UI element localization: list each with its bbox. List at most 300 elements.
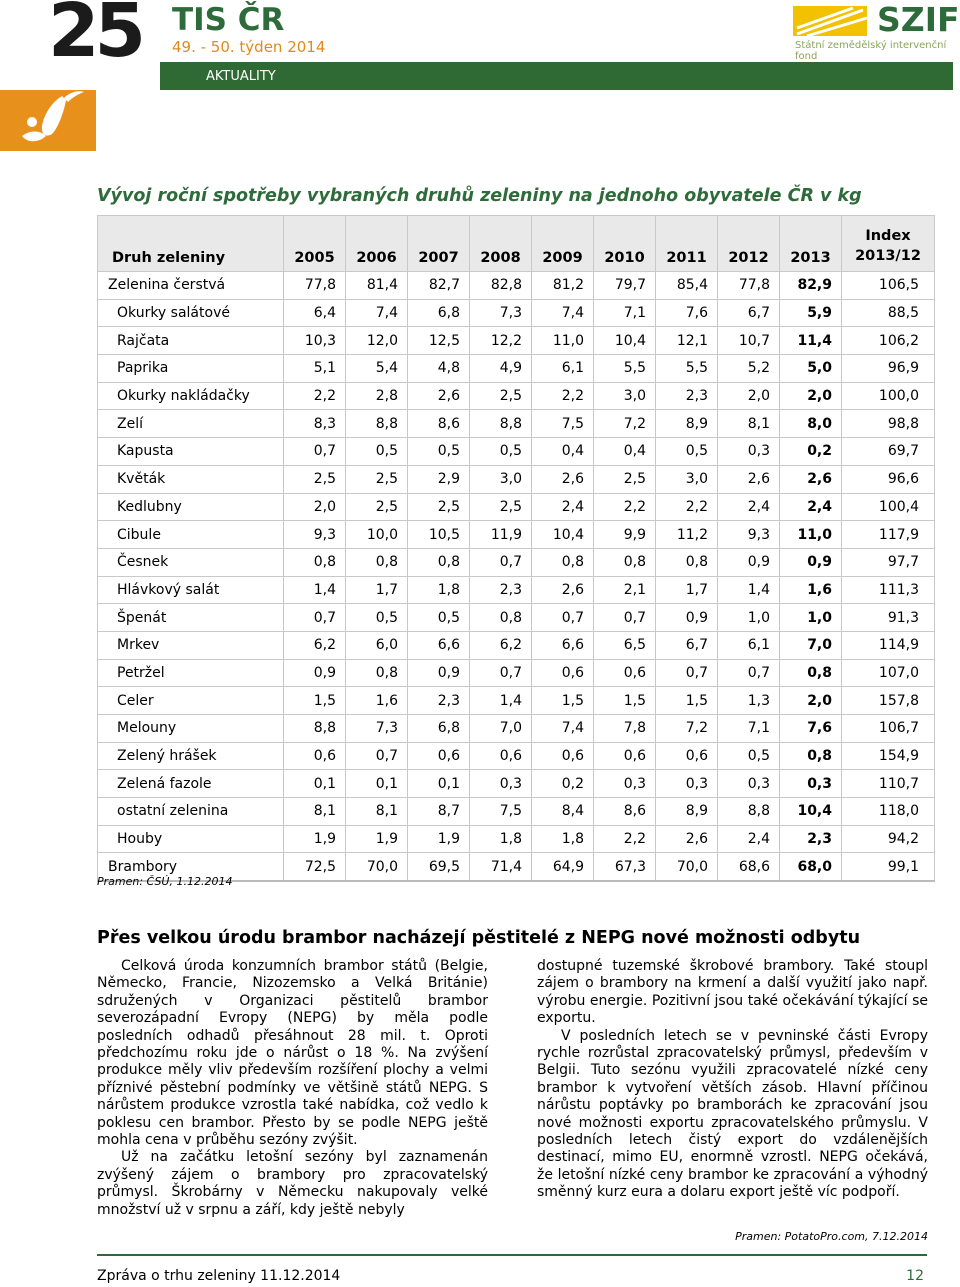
cell-value: 1,7 xyxy=(656,576,718,604)
cell-value: 12,2 xyxy=(470,327,532,355)
issue-number: 25 xyxy=(48,0,141,74)
cell-value: 2,4 xyxy=(780,493,842,521)
cell-value: 77,8 xyxy=(284,272,346,300)
cell-value: 0,5 xyxy=(718,742,780,770)
cell-value: 0,7 xyxy=(284,438,346,466)
cell-value: 2,9 xyxy=(408,465,470,493)
cell-value: 0,5 xyxy=(408,604,470,632)
cell-value: 10,4 xyxy=(532,521,594,549)
header-index-label: Index xyxy=(865,228,911,244)
table-row xyxy=(98,410,935,438)
cell-value: 0,5 xyxy=(346,604,408,632)
header-year: 2005 xyxy=(284,216,346,272)
cell-value: 1,0 xyxy=(780,604,842,632)
cell-value: 8,9 xyxy=(656,798,718,826)
cell-value: 9,3 xyxy=(284,521,346,549)
row-name: Brambory xyxy=(98,853,284,881)
table-row xyxy=(98,770,935,798)
cell-value: 0,3 xyxy=(718,770,780,798)
table-source: Pramen: ČSÚ, 1.12.2014 xyxy=(97,875,233,888)
cell-value: 0,6 xyxy=(532,742,594,770)
cell-value: 77,8 xyxy=(718,272,780,300)
cell-value: 2,1 xyxy=(594,576,656,604)
cell-value: 7,3 xyxy=(346,715,408,743)
cell-value: 70,0 xyxy=(346,853,408,881)
cell-index: 110,7 xyxy=(842,770,935,798)
cell-value: 7,4 xyxy=(346,299,408,327)
cell-value: 12,1 xyxy=(656,327,718,355)
cell-value: 82,8 xyxy=(470,272,532,300)
article-column-left xyxy=(97,958,488,1219)
cell-value: 8,6 xyxy=(408,410,470,438)
row-name: Petržel xyxy=(98,659,284,687)
row-name: Česnek xyxy=(98,548,284,576)
cell-value: 4,9 xyxy=(470,355,532,383)
cell-value: 2,3 xyxy=(470,576,532,604)
cell-value: 0,6 xyxy=(594,659,656,687)
cell-value: 0,8 xyxy=(532,548,594,576)
cell-value: 2,5 xyxy=(284,465,346,493)
cell-value: 6,4 xyxy=(284,299,346,327)
table-row xyxy=(98,521,935,549)
cell-value: 8,8 xyxy=(718,798,780,826)
cell-value: 68,0 xyxy=(780,853,842,881)
cell-value: 2,0 xyxy=(780,687,842,715)
cell-value: 7,6 xyxy=(656,299,718,327)
cell-value: 10,5 xyxy=(408,521,470,549)
cell-value: 0,7 xyxy=(470,659,532,687)
cell-value: 8,0 xyxy=(780,410,842,438)
table-row xyxy=(98,355,935,383)
cell-value: 1,9 xyxy=(284,825,346,853)
cell-value: 3,0 xyxy=(470,465,532,493)
table-row xyxy=(98,548,935,576)
cell-value: 2,5 xyxy=(594,465,656,493)
table-row xyxy=(98,798,935,826)
row-name: Kedlubny xyxy=(98,493,284,521)
cell-value: 2,0 xyxy=(718,382,780,410)
cell-value: 8,8 xyxy=(346,410,408,438)
cell-value: 71,4 xyxy=(470,853,532,881)
row-name: Cibule xyxy=(98,521,284,549)
cell-value: 0,7 xyxy=(594,604,656,632)
cell-value: 3,0 xyxy=(594,382,656,410)
cell-index: 106,5 xyxy=(842,272,935,300)
row-name: Rajčata xyxy=(98,327,284,355)
cell-value: 5,4 xyxy=(346,355,408,383)
row-name: Melouny xyxy=(98,715,284,743)
cell-index: 154,9 xyxy=(842,742,935,770)
table-row xyxy=(98,382,935,410)
cell-value: 6,1 xyxy=(532,355,594,383)
cell-value: 8,3 xyxy=(284,410,346,438)
cell-value: 0,8 xyxy=(780,659,842,687)
cell-value: 1,8 xyxy=(532,825,594,853)
cell-value: 1,5 xyxy=(656,687,718,715)
row-name: Špenát xyxy=(98,604,284,632)
cell-value: 0,8 xyxy=(346,659,408,687)
consumption-table xyxy=(97,215,935,882)
cell-value: 82,7 xyxy=(408,272,470,300)
table-row xyxy=(98,465,935,493)
header-year: 2011 xyxy=(656,216,718,272)
cell-value: 0,1 xyxy=(284,770,346,798)
cell-index: 99,1 xyxy=(842,853,935,881)
table-row xyxy=(98,272,935,300)
cell-index: 100,4 xyxy=(842,493,935,521)
cell-value: 6,2 xyxy=(470,631,532,659)
week-label: 49. - 50. týden 2014 xyxy=(172,38,326,56)
row-name: Okurky nakládačky xyxy=(98,382,284,410)
cell-value: 7,0 xyxy=(470,715,532,743)
cell-value: 85,4 xyxy=(656,272,718,300)
szif-subtitle: Státní zemědělský intervenční fond xyxy=(795,40,947,62)
cell-value: 2,3 xyxy=(656,382,718,410)
cell-value: 6,1 xyxy=(718,631,780,659)
cell-value: 1,4 xyxy=(470,687,532,715)
table-header-row xyxy=(98,216,935,272)
cell-value: 0,7 xyxy=(656,659,718,687)
cell-value: 11,0 xyxy=(780,521,842,549)
cell-value: 1,8 xyxy=(470,825,532,853)
cell-value: 2,2 xyxy=(656,493,718,521)
cell-value: 6,8 xyxy=(408,299,470,327)
row-name: Houby xyxy=(98,825,284,853)
cell-value: 10,0 xyxy=(346,521,408,549)
cell-value: 0,9 xyxy=(780,548,842,576)
cell-value: 2,8 xyxy=(346,382,408,410)
cell-index: 117,9 xyxy=(842,521,935,549)
cell-value: 5,9 xyxy=(780,299,842,327)
cell-value: 0,1 xyxy=(346,770,408,798)
cell-value: 0,7 xyxy=(718,659,780,687)
cell-value: 0,8 xyxy=(656,548,718,576)
cell-value: 0,6 xyxy=(284,742,346,770)
cell-value: 9,3 xyxy=(718,521,780,549)
cell-value: 5,5 xyxy=(594,355,656,383)
article-paragraph: Celková úroda konzumních brambor států (Belgie, Německo, Francie, Nizozemsko a Velká Británie) sdružených v Organizaci pěstitelů brambor severozápadní Evropy (NEPG) by měla podle posledních odhadů přesáhnout 28 mil. t. Oproti předchozímu roku jde o nárůst o 18 %. Na zvýšení produkce měly vliv především rozšíření plochy a velmi příznivé pěstební podmínky ve většině států NEPG. S nárůstem produkce vzrostla také nabídka, což vedlo k poklesu cen brambor. Přesto by se podle NEPG ještě mohla cena v průběhu sezóny zvýšit. xyxy=(97,958,488,1149)
cell-value: 2,3 xyxy=(780,825,842,853)
article-paragraph: Už na začátku letošní sezóny byl zaznamenán zvýšený zájem o brambory pro zpracovatelský průmysl. Škrobárny v Německu nakupovaly velké množství už v srpnu a září, kdy ještě nebyly xyxy=(97,1149,488,1218)
table-row xyxy=(98,493,935,521)
cell-value: 7,3 xyxy=(470,299,532,327)
cell-value: 82,9 xyxy=(780,272,842,300)
cell-value: 0,8 xyxy=(780,742,842,770)
cell-value: 11,9 xyxy=(470,521,532,549)
cell-value: 2,5 xyxy=(346,493,408,521)
cell-index: 107,0 xyxy=(842,659,935,687)
cell-value: 2,6 xyxy=(780,465,842,493)
row-name: Celer xyxy=(98,687,284,715)
cell-value: 0,6 xyxy=(470,742,532,770)
cell-value: 72,5 xyxy=(284,853,346,881)
row-name: Okurky salátové xyxy=(98,299,284,327)
table-row xyxy=(98,631,935,659)
cell-value: 0,8 xyxy=(346,548,408,576)
cell-value: 2,6 xyxy=(718,465,780,493)
cell-value: 2,6 xyxy=(532,576,594,604)
cell-value: 1,4 xyxy=(284,576,346,604)
cell-index: 88,5 xyxy=(842,299,935,327)
cell-value: 0,9 xyxy=(284,659,346,687)
cell-value: 2,5 xyxy=(470,493,532,521)
header-year: 2013 xyxy=(780,216,842,272)
cell-value: 70,0 xyxy=(656,853,718,881)
table-row xyxy=(98,715,935,743)
cell-value: 0,3 xyxy=(594,770,656,798)
cell-value: 0,7 xyxy=(532,604,594,632)
cell-value: 10,3 xyxy=(284,327,346,355)
cell-value: 7,2 xyxy=(656,715,718,743)
cell-index: 96,6 xyxy=(842,465,935,493)
cell-value: 1,4 xyxy=(718,576,780,604)
cell-value: 2,6 xyxy=(532,465,594,493)
cell-value: 0,7 xyxy=(470,548,532,576)
header-year: 2010 xyxy=(594,216,656,272)
cell-value: 0,7 xyxy=(284,604,346,632)
row-name: ostatní zelenina xyxy=(98,798,284,826)
cell-value: 12,0 xyxy=(346,327,408,355)
header-year: 2006 xyxy=(346,216,408,272)
row-name: Paprika xyxy=(98,355,284,383)
cell-value: 7,1 xyxy=(718,715,780,743)
cell-value: 79,7 xyxy=(594,272,656,300)
cell-value: 7,5 xyxy=(470,798,532,826)
cell-value: 8,1 xyxy=(346,798,408,826)
cell-value: 2,2 xyxy=(284,382,346,410)
table-row xyxy=(98,604,935,632)
cell-value: 0,8 xyxy=(470,604,532,632)
cell-value: 7,8 xyxy=(594,715,656,743)
cell-value: 2,0 xyxy=(284,493,346,521)
cell-value: 1,6 xyxy=(346,687,408,715)
table-row xyxy=(98,825,935,853)
row-name: Hlávkový salát xyxy=(98,576,284,604)
cell-value: 8,8 xyxy=(284,715,346,743)
footer-divider xyxy=(97,1254,927,1256)
cell-value: 0,3 xyxy=(656,770,718,798)
cell-value: 69,5 xyxy=(408,853,470,881)
cell-value: 0,8 xyxy=(284,548,346,576)
header-index-period: 2013/12 xyxy=(855,248,921,264)
cell-value: 2,6 xyxy=(656,825,718,853)
cell-value: 2,4 xyxy=(532,493,594,521)
cell-value: 0,2 xyxy=(780,438,842,466)
page-number: 12 xyxy=(906,1268,924,1284)
cell-value: 8,8 xyxy=(470,410,532,438)
cell-value: 8,1 xyxy=(718,410,780,438)
cell-value: 1,5 xyxy=(594,687,656,715)
row-name: Kapusta xyxy=(98,438,284,466)
cell-value: 0,6 xyxy=(532,659,594,687)
cell-value: 68,6 xyxy=(718,853,780,881)
row-name: Zelí xyxy=(98,410,284,438)
szif-logo-text: SZIF xyxy=(877,0,960,39)
article-column-right xyxy=(537,958,928,1202)
cell-value: 0,2 xyxy=(532,770,594,798)
cell-value: 2,3 xyxy=(408,687,470,715)
section-bar xyxy=(160,62,953,90)
cell-index: 69,7 xyxy=(842,438,935,466)
cell-value: 2,2 xyxy=(594,493,656,521)
cell-value: 7,1 xyxy=(594,299,656,327)
cell-index: 97,7 xyxy=(842,548,935,576)
cell-value: 0,9 xyxy=(656,604,718,632)
cell-value: 8,6 xyxy=(594,798,656,826)
cell-value: 0,5 xyxy=(408,438,470,466)
row-name: Zelená fazole xyxy=(98,770,284,798)
cell-value: 6,8 xyxy=(408,715,470,743)
cell-value: 0,6 xyxy=(594,742,656,770)
cell-value: 2,2 xyxy=(532,382,594,410)
cell-index: 94,2 xyxy=(842,825,935,853)
cell-value: 1,5 xyxy=(284,687,346,715)
cell-value: 1,3 xyxy=(718,687,780,715)
cell-index: 157,8 xyxy=(842,687,935,715)
cell-value: 7,2 xyxy=(594,410,656,438)
cell-value: 81,4 xyxy=(346,272,408,300)
row-name: Květák xyxy=(98,465,284,493)
cell-value: 2,5 xyxy=(346,465,408,493)
cell-value: 67,3 xyxy=(594,853,656,881)
cell-value: 12,5 xyxy=(408,327,470,355)
header-index xyxy=(842,216,935,272)
cell-value: 3,0 xyxy=(656,465,718,493)
header-year: 2012 xyxy=(718,216,780,272)
cell-value: 7,0 xyxy=(780,631,842,659)
cell-value: 10,7 xyxy=(718,327,780,355)
cell-value: 1,6 xyxy=(780,576,842,604)
cell-value: 6,5 xyxy=(594,631,656,659)
cell-value: 6,2 xyxy=(284,631,346,659)
cell-value: 6,6 xyxy=(532,631,594,659)
cell-value: 11,0 xyxy=(532,327,594,355)
cell-value: 8,1 xyxy=(284,798,346,826)
cell-index: 100,0 xyxy=(842,382,935,410)
article-title: Přes velkou úrodu brambor nacházejí pěstitelé z NEPG nové možnosti odbytu xyxy=(97,928,861,948)
table-row xyxy=(98,659,935,687)
cell-value: 7,5 xyxy=(532,410,594,438)
cell-value: 0,6 xyxy=(656,742,718,770)
cell-value: 0,7 xyxy=(346,742,408,770)
cell-value: 2,0 xyxy=(780,382,842,410)
szif-logo-icon xyxy=(793,4,871,38)
cell-value: 0,4 xyxy=(594,438,656,466)
cell-value: 0,8 xyxy=(594,548,656,576)
table-row xyxy=(98,742,935,770)
cell-value: 0,9 xyxy=(408,659,470,687)
cell-value: 6,6 xyxy=(408,631,470,659)
cell-value: 7,6 xyxy=(780,715,842,743)
cell-value: 5,0 xyxy=(780,355,842,383)
brand-title: TIS ČR xyxy=(172,2,285,38)
header-name: Druh zeleniny xyxy=(98,216,284,272)
row-name: Zelený hrášek xyxy=(98,742,284,770)
row-name: Mrkev xyxy=(98,631,284,659)
cell-value: 0,6 xyxy=(408,742,470,770)
cell-value: 1,5 xyxy=(532,687,594,715)
cell-value: 0,5 xyxy=(656,438,718,466)
cell-index: 111,3 xyxy=(842,576,935,604)
cell-value: 0,8 xyxy=(408,548,470,576)
cell-index: 106,7 xyxy=(842,715,935,743)
cell-value: 5,2 xyxy=(718,355,780,383)
cell-value: 5,1 xyxy=(284,355,346,383)
cell-value: 0,3 xyxy=(718,438,780,466)
cell-value: 6,7 xyxy=(656,631,718,659)
header-year: 2007 xyxy=(408,216,470,272)
cell-value: 1,0 xyxy=(718,604,780,632)
cell-value: 8,7 xyxy=(408,798,470,826)
cell-value: 8,9 xyxy=(656,410,718,438)
row-name: Zelenina čerstvá xyxy=(98,272,284,300)
cell-index: 118,0 xyxy=(842,798,935,826)
cell-value: 7,4 xyxy=(532,715,594,743)
cell-value: 0,5 xyxy=(346,438,408,466)
carrot-icon xyxy=(0,90,96,151)
cell-index: 106,2 xyxy=(842,327,935,355)
cell-value: 0,5 xyxy=(470,438,532,466)
cell-value: 6,7 xyxy=(718,299,780,327)
cell-value: 1,9 xyxy=(346,825,408,853)
cell-index: 96,9 xyxy=(842,355,935,383)
cell-value: 2,4 xyxy=(718,825,780,853)
cell-value: 2,4 xyxy=(718,493,780,521)
cell-value: 81,2 xyxy=(532,272,594,300)
cell-index: 91,3 xyxy=(842,604,935,632)
cell-value: 0,1 xyxy=(408,770,470,798)
cell-value: 1,7 xyxy=(346,576,408,604)
cell-value: 10,4 xyxy=(780,798,842,826)
section-label: AKTUALITY xyxy=(206,69,276,84)
cell-index: 114,9 xyxy=(842,631,935,659)
cell-value: 1,8 xyxy=(408,576,470,604)
cell-value: 11,2 xyxy=(656,521,718,549)
table-row xyxy=(98,687,935,715)
cell-value: 2,5 xyxy=(470,382,532,410)
footer-text: Zpráva o trhu zeleniny 11.12.2014 xyxy=(97,1268,341,1284)
cell-value: 2,2 xyxy=(594,825,656,853)
article-paragraph: dostupné tuzemské škrobové brambory. Také stoupl zájem o brambory na krmení a další využití jako např. výrobu energie. Pozitivní jsou také očekávání týkající se exportu. xyxy=(537,958,928,1027)
cell-value: 8,4 xyxy=(532,798,594,826)
cell-value: 0,4 xyxy=(532,438,594,466)
carrot-logo xyxy=(0,90,96,151)
cell-value: 10,4 xyxy=(594,327,656,355)
cell-value: 9,9 xyxy=(594,521,656,549)
cell-value: 6,0 xyxy=(346,631,408,659)
cell-value: 2,6 xyxy=(408,382,470,410)
table-title: Vývoj roční spotřeby vybraných druhů zeleniny na jednoho obyvatele ČR v kg xyxy=(97,186,862,206)
cell-value: 5,5 xyxy=(656,355,718,383)
cell-value: 1,9 xyxy=(408,825,470,853)
cell-value: 7,4 xyxy=(532,299,594,327)
cell-value: 11,4 xyxy=(780,327,842,355)
cell-value: 4,8 xyxy=(408,355,470,383)
header-year: 2009 xyxy=(532,216,594,272)
article-paragraph: V posledních letech se v pevninské části Evropy rychle rozrůstal zpracovatelský průmysl, především v Belgii. Tuto sezónu využili zpracovatelé nízké ceny brambor k vytvoření větších zásob. Hlavní příčinou nárůstu poptávky po bramborách ke zpracování jsou nové možnosti exportu zpracovatelského průmyslu. V posledních letech čistý export do vzdálenějších destinací, mimo EU, enormně vzrostl. NEPG očekává, že letošní nízké ceny brambor ke zpracování a výhodný směnný kurz eura a dolaru export ještě víc podpoří. xyxy=(537,1027,928,1201)
cell-value: 2,5 xyxy=(408,493,470,521)
table-row xyxy=(98,327,935,355)
cell-value: 0,9 xyxy=(718,548,780,576)
table-row xyxy=(98,576,935,604)
cell-value: 64,9 xyxy=(532,853,594,881)
table-row xyxy=(98,438,935,466)
header-year: 2008 xyxy=(470,216,532,272)
table-row xyxy=(98,299,935,327)
cell-value: 0,3 xyxy=(470,770,532,798)
article-source: Pramen: PotatoPro.com, 7.12.2014 xyxy=(735,1230,928,1243)
cell-index: 98,8 xyxy=(842,410,935,438)
